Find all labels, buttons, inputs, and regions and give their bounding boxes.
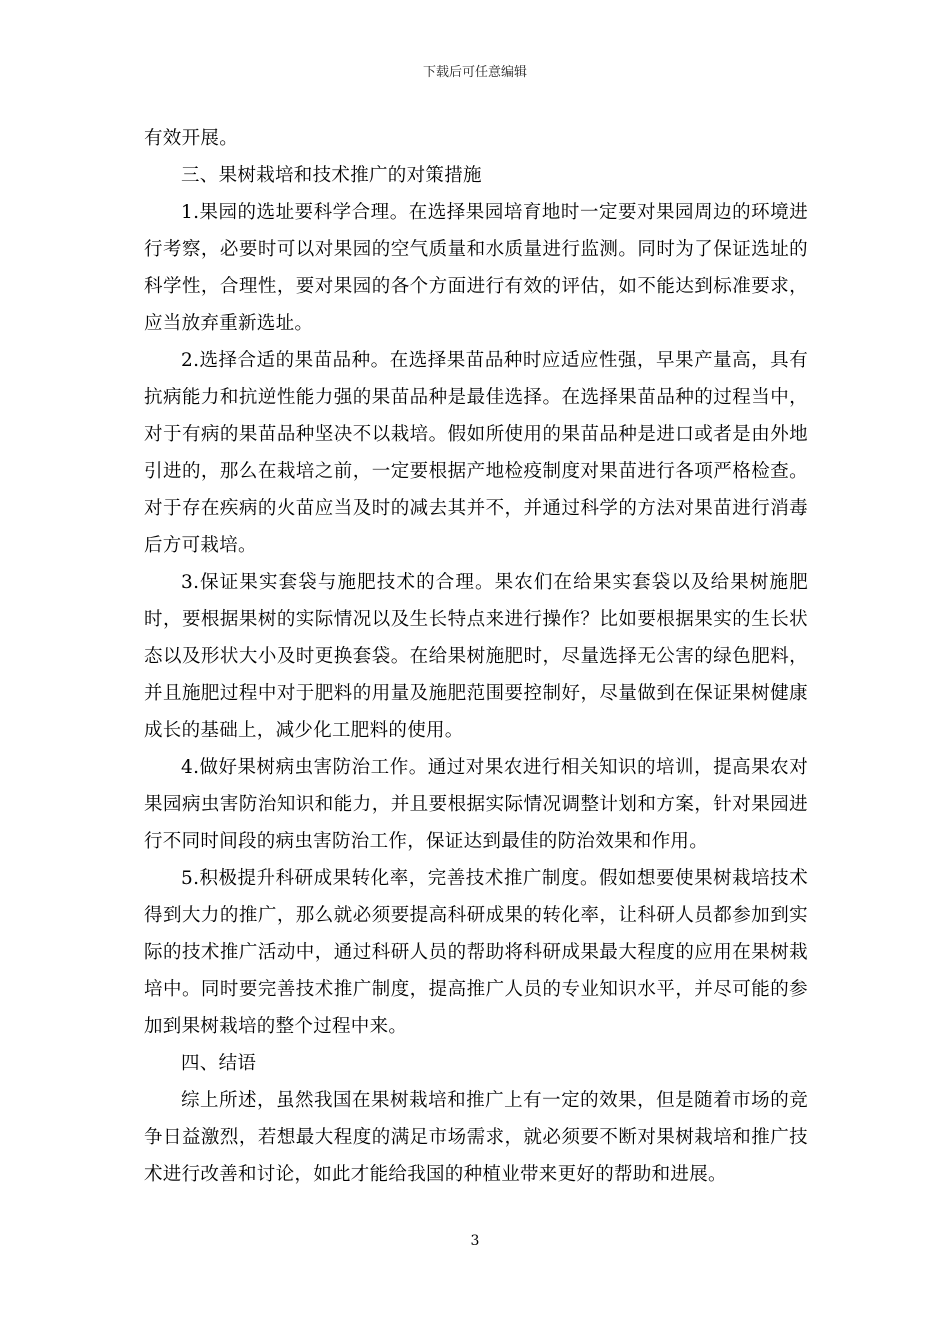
paragraph-orchard-site: 1.果园的选址要科学合理。在选择果园培育地时一定要对果园周边的环境进行考察，必要时可以对果园的空气质量和水质量进行监测。同时为了保证选址的科学性，合理性，要对果园的各个方面进行有效的评估，如不能达到标准要求，应当放弃重新选址。 xyxy=(144,202,808,334)
page-header: 下载后可任意编辑 xyxy=(422,65,527,80)
section-heading-conclusion: 四、结语 xyxy=(181,1053,257,1074)
document-body xyxy=(144,120,808,1193)
page-number: 3 xyxy=(470,1233,480,1249)
paragraph-continuation: 有效开展。 xyxy=(144,128,239,149)
paragraph-research-conversion: 5.积极提升科研成果转化率，完善技术推广制度。假如想要使果树栽培技术得到大力的推广，那么就必须要提高科研成果的转化率，让科研人员都参加到实际的技术推广活动中，通过科研人员的帮助将科研成果最大程度的应用在果树栽培中。同时要完善技术推广制度，提高推广人员的专业知识水平，并尽可能的参加到果树栽培的整个过程中来。 xyxy=(144,868,808,1037)
paragraph-seedling-variety: 2.选择合适的果苗品种。在选择果苗品种时应适应性强，早果产量高，具有抗病能力和抗逆性能力强的果苗品种是最佳选择。在选择果苗品种的过程当中，对于有病的果苗品种坚决不以栽培。假如所使用的果苗品种是进口或者是由外地引进的，那么在栽培之前，一定要根据产地检疫制度对果苗进行各项严格检查。对于存在疾病的火苗应当及时的减去其并不，并通过科学的方法对果苗进行消毒后方可栽培。 xyxy=(144,350,808,556)
section-heading-countermeasures: 三、果树栽培和技术推广的对策措施 xyxy=(181,165,482,186)
paragraph-pest-control: 4.做好果树病虫害防治工作。通过对果农进行相关知识的培训，提高果农对果园病虫害防治知识和能力，并且要根据实际情况调整计划和方案，针对果园进行不同时间段的病虫害防治工作，保证达到最佳的防治效果和作用。 xyxy=(144,757,808,852)
paragraph-conclusion: 综上所述，虽然我国在果树栽培和推广上有一定的效果，但是随着市场的竞争日益激烈，若想最大程度的满足市场需求，就必须要不断对果树栽培和推广技术进行改善和讨论，如此才能给我国的种植业带来更好的帮助和进展。 xyxy=(144,1090,808,1185)
paragraph-bagging-fertilizing: 3.保证果实套袋与施肥技术的合理。果农们在给果实套袋以及给果树施肥时，要根据果树的实际情况以及生长特点来进行操作？比如要根据果实的生长状态以及形状大小及时更换套袋。在给果树施肥时，尽量选择无公害的绿色肥料，并且施肥过程中对于肥料的用量及施肥范围要控制好，尽量做到在保证果树健康成长的基础上，减少化工肥料的使用。 xyxy=(144,572,808,741)
